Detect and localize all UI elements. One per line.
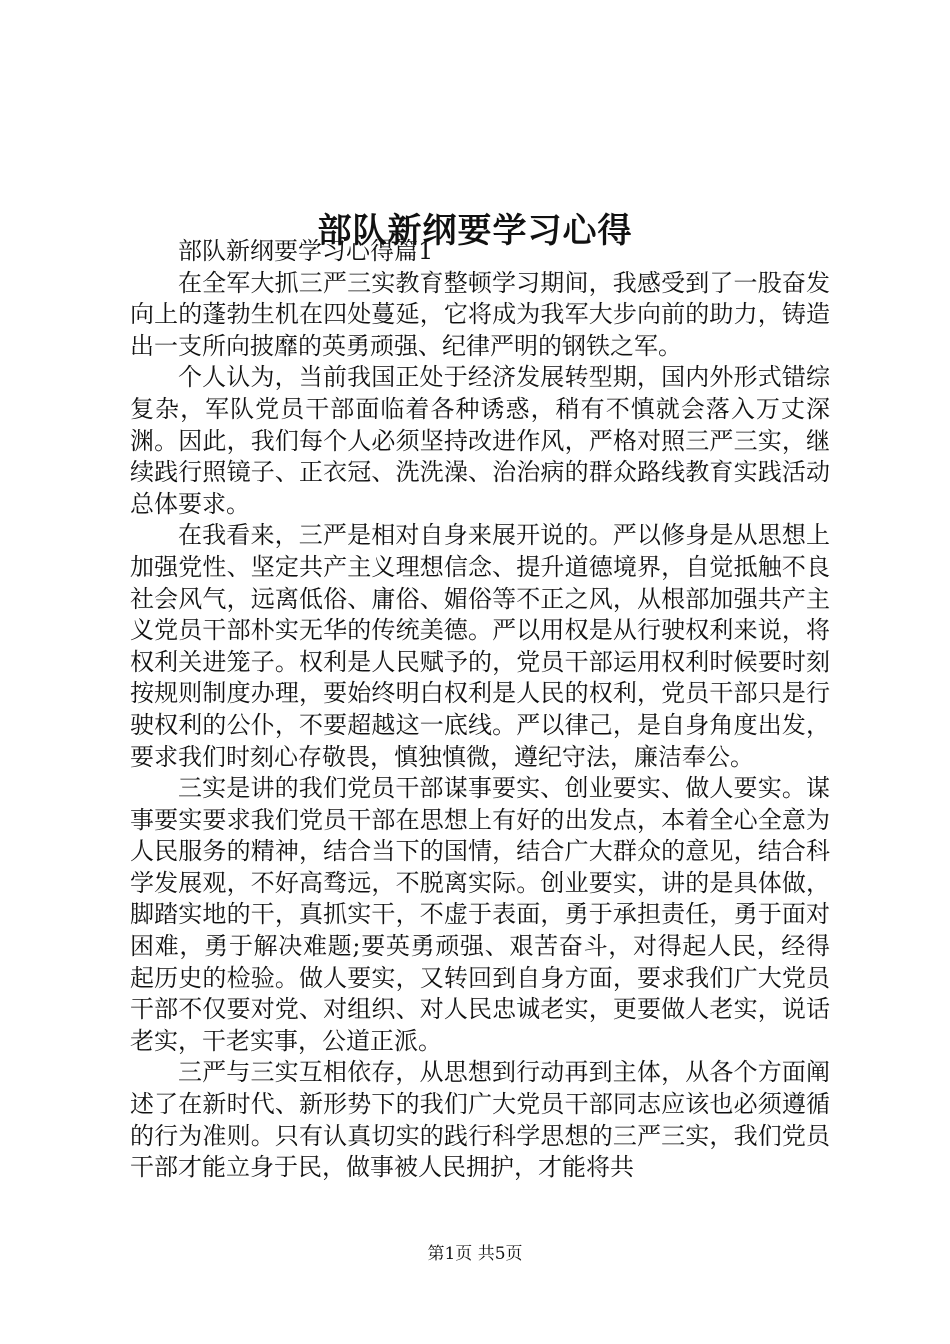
body-paragraph: 在我看来，三严是相对自身来展开说的。严以修身是从思想上加强党性、坚定共产主义理想信念、提升道德境界，自觉抵触不良社会风气，远离低俗、庸俗、媚俗等不正之风，从根部加强共产主义党员干部朴实无华的传统美德。严以用权是从行驶权利来说，将权利关进笼子。权利是人民赋予的，党员干部运用权利时候要时刻按规则制度办理，要始终明白权利是人民的权利，党员干部只是行驶权利的公仆，不要超越这一底线。严以律己，是自身角度出发，要求我们时刻心存敬畏，慎独慎微，遵纪守法，廉洁奉公。: [130, 521, 830, 771]
page-footer: 第1页 共5页: [427, 1244, 523, 1264]
document-body: [130, 236, 830, 1184]
body-paragraph: 在全军大抓三严三实教育整顿学习期间，我感受到了一股奋发向上的蓬勃生机在四处蔓延，它将成为我军大步向前的助力，铸造出一支所向披靡的英勇顽强、纪律严明的钢铁之军。: [130, 268, 830, 360]
body-paragraph: 三实是讲的我们党员干部谋事要实、创业要实、做人要实。谋事要实要求我们党员干部在思想上有好的出发点，本着全心全意为人民服务的精神，结合当下的国情，结合广大群众的意见，结合科学发展观，不好高骛远，不脱离实际。创业要实，讲的是具体做，脚踏实地的干，真抓实干，不虚于表面，勇于承担责任，勇于面对困难，勇于解决难题;要英勇顽强、艰苦奋斗，对得起人民，经得起历史的检验。做人要实，又转回到自身方面，要求我们广大党员干部不仅要对党、对组织、对人民忠诚老实，更要做人老实，说话老实，干老实事，公道正派。: [130, 774, 830, 1055]
body-paragraph: 个人认为，当前我国正处于经济发展转型期，国内外形式错综复杂，军队党员干部面临着各种诱惑，稍有不慎就会落入万丈深渊。因此，我们每个人必须坚持改进作风，严格对照三严三实，继续践行照镜子、正衣冠、洗洗澡、治治病的群众路线教育实践活动总体要求。: [130, 363, 830, 518]
section-heading: 部队新纲要学习心得篇1: [178, 237, 434, 265]
document-title: 部队新纲要学习心得: [317, 210, 633, 251]
body-paragraph: 三严与三实互相依存，从思想到行动再到主体，从各个方面阐述了在新时代、新形势下的我们广大党员干部同志应该也必须遵循的行为准则。只有认真切实的践行科学思想的三严三实，我们党员干部才能立身于民，做事被人民拥护，才能将共: [130, 1058, 830, 1182]
